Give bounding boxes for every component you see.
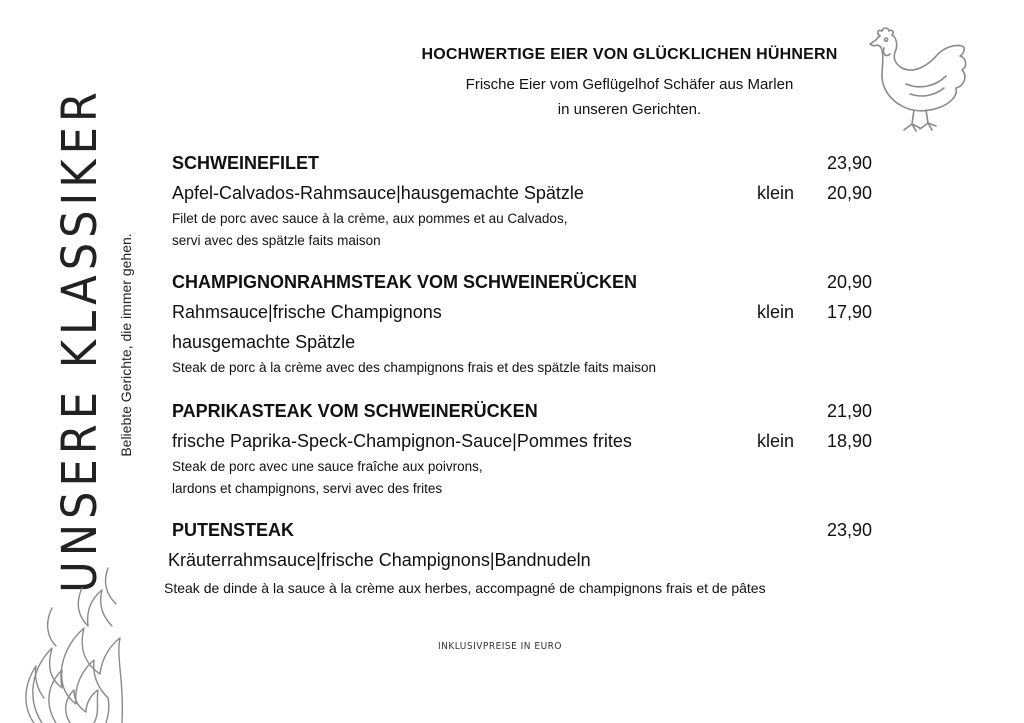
small-portion-price: 17,90 bbox=[826, 302, 872, 322]
dish-description-line: hausgemachte Spätzle bbox=[172, 332, 356, 352]
dish-french-line: Filet de porc avec sauce à la crème, aux pommes et au Calvados, bbox=[172, 211, 568, 226]
small-portion-price: 18,90 bbox=[826, 431, 872, 451]
footer-price-note: INKLUSIVPREISE IN EURO bbox=[438, 641, 562, 652]
dish-description-line: Rahmsauce|frische Champignons bbox=[172, 302, 442, 322]
dish-name: CHAMPIGNONRAHMSTEAK VOM SCHWEINERÜCKEN bbox=[172, 272, 638, 292]
small-portion-label: klein bbox=[757, 431, 795, 451]
header-title: HOCHWERTIGE EIER VON GLÜCKLICHEN HÜHNERN bbox=[421, 46, 838, 63]
dish-description-line: frische Paprika-Speck-Champignon-Sauce|Pommes frites bbox=[172, 431, 632, 451]
small-portion-label: klein bbox=[757, 183, 795, 203]
header-subtitle-line1: Frische Eier vom Geflügelhof Schäfer aus Marlen bbox=[465, 76, 794, 93]
dish-french-line: lardons et champignons, servi avec des frites bbox=[172, 481, 443, 496]
dish-french-line: Steak de porc avec une sauce fraîche aux poivrons, bbox=[172, 459, 483, 474]
dish-price: 23,90 bbox=[826, 153, 872, 173]
dish-french-line: Steak de porc à la crème avec des champignons frais et des spätzle faits maison bbox=[172, 360, 656, 375]
dish-french-line: Steak de dinde à la sauce à la crème aux herbes, accompagné de champignons frais et de pâtes bbox=[164, 580, 766, 596]
dish-description-line: Apfel-Calvados-Rahmsauce|hausgemachte Spätzle bbox=[172, 183, 584, 203]
dish-price: 23,90 bbox=[826, 520, 872, 540]
dish-price: 20,90 bbox=[826, 272, 872, 292]
flames-icon bbox=[22, 548, 132, 723]
dish-price: 21,90 bbox=[826, 401, 872, 421]
dish-name: SCHWEINEFILET bbox=[172, 153, 319, 173]
side-title: UNSERE KLASSIKER bbox=[52, 87, 108, 593]
dish-name: PUTENSTEAK bbox=[172, 520, 295, 540]
header-subtitle-line2: in unseren Gerichten. bbox=[557, 101, 702, 118]
dish-name: PAPRIKASTEAK VOM SCHWEINERÜCKEN bbox=[172, 401, 538, 421]
side-subtitle: Beliebte Gerichte, die immer gehen. bbox=[118, 233, 134, 457]
dish-description-line: Kräuterrahmsauce|frische Champignons|Bandnudeln bbox=[168, 550, 591, 570]
hen-icon bbox=[862, 24, 974, 134]
small-portion-price: 20,90 bbox=[826, 183, 872, 203]
dish-french-line: servi avec des spätzle faits maison bbox=[172, 233, 381, 248]
small-portion-label: klein bbox=[757, 302, 795, 322]
